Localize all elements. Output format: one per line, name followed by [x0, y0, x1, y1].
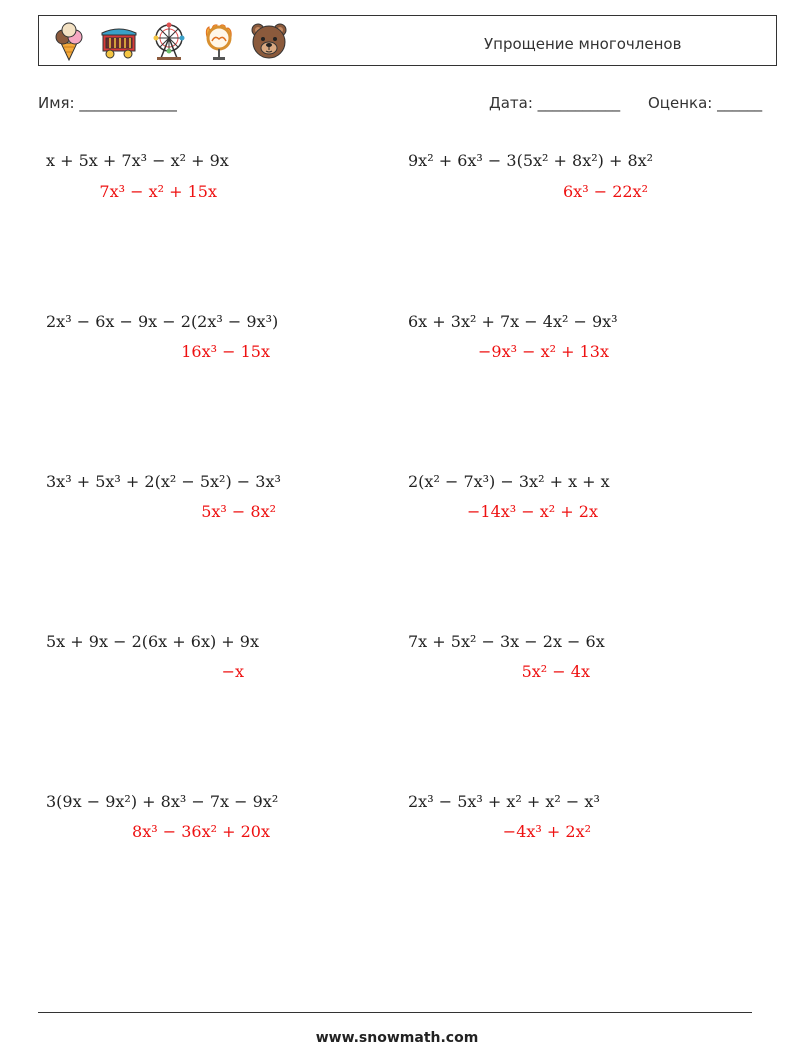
problem-expression: x + 5x + 7x³ − x² + 9x — [46, 151, 229, 170]
problem-expression: 3x³ + 5x³ + 2(x² − 5x²) − 3x³ — [46, 472, 281, 491]
ice-cream-icon — [49, 21, 89, 61]
worksheet-title: Упрощение многочленов — [484, 35, 682, 53]
ferris-wheel-icon — [149, 21, 189, 61]
problem-expression: 9x² + 6x³ − 3(5x² + 8x²) + 8x² — [408, 151, 654, 170]
problem-expression: 3(9x − 9x²) + 8x³ − 7x − 9x² — [46, 792, 279, 811]
grade-field[interactable]: Оценка: ______ — [648, 94, 763, 112]
bear-face-icon — [249, 21, 289, 61]
problem-expression: 7x + 5x² − 3x − 2x − 6x — [408, 632, 605, 651]
problem-expression: 2x³ − 6x − 9x − 2(2x³ − 9x³) — [46, 312, 279, 331]
fire-hoop-icon — [199, 21, 239, 61]
problem-answer: 8x³ − 36x² + 20x — [132, 822, 270, 841]
problem-expression: 2x³ − 5x³ + x² + x² − x³ — [408, 792, 600, 811]
problem-expression: 6x + 3x² + 7x − 4x² − 9x³ — [408, 312, 618, 331]
problem-answer: 6x³ − 22x² — [563, 182, 648, 201]
problem-expression: 2(x² − 7x³) − 3x² + x + x — [408, 472, 610, 491]
problem-expression: 5x + 9x − 2(6x + 6x) + 9x — [46, 632, 259, 651]
date-field[interactable]: Дата: ___________ — [489, 94, 621, 112]
problem-answer: 7x³ − x² + 15x — [99, 182, 217, 201]
circus-wagon-icon — [99, 21, 139, 61]
footer-url[interactable]: www.snowmath.com — [315, 1030, 479, 1046]
problem-answer: −x — [221, 662, 244, 681]
name-field[interactable]: Имя: _____________ — [38, 94, 177, 112]
header-icons — [49, 21, 289, 61]
footer-divider — [38, 1012, 752, 1013]
problem-answer: −14x³ − x² + 2x — [467, 502, 598, 521]
problem-answer: 5x² − 4x — [521, 662, 590, 681]
worksheet-header — [38, 15, 777, 66]
problem-answer: 5x³ − 8x² — [201, 502, 276, 521]
problem-answer: −4x³ + 2x² — [502, 822, 591, 841]
problem-answer: 16x³ − 15x — [181, 342, 270, 361]
problem-answer: −9x³ − x² + 13x — [478, 342, 609, 361]
